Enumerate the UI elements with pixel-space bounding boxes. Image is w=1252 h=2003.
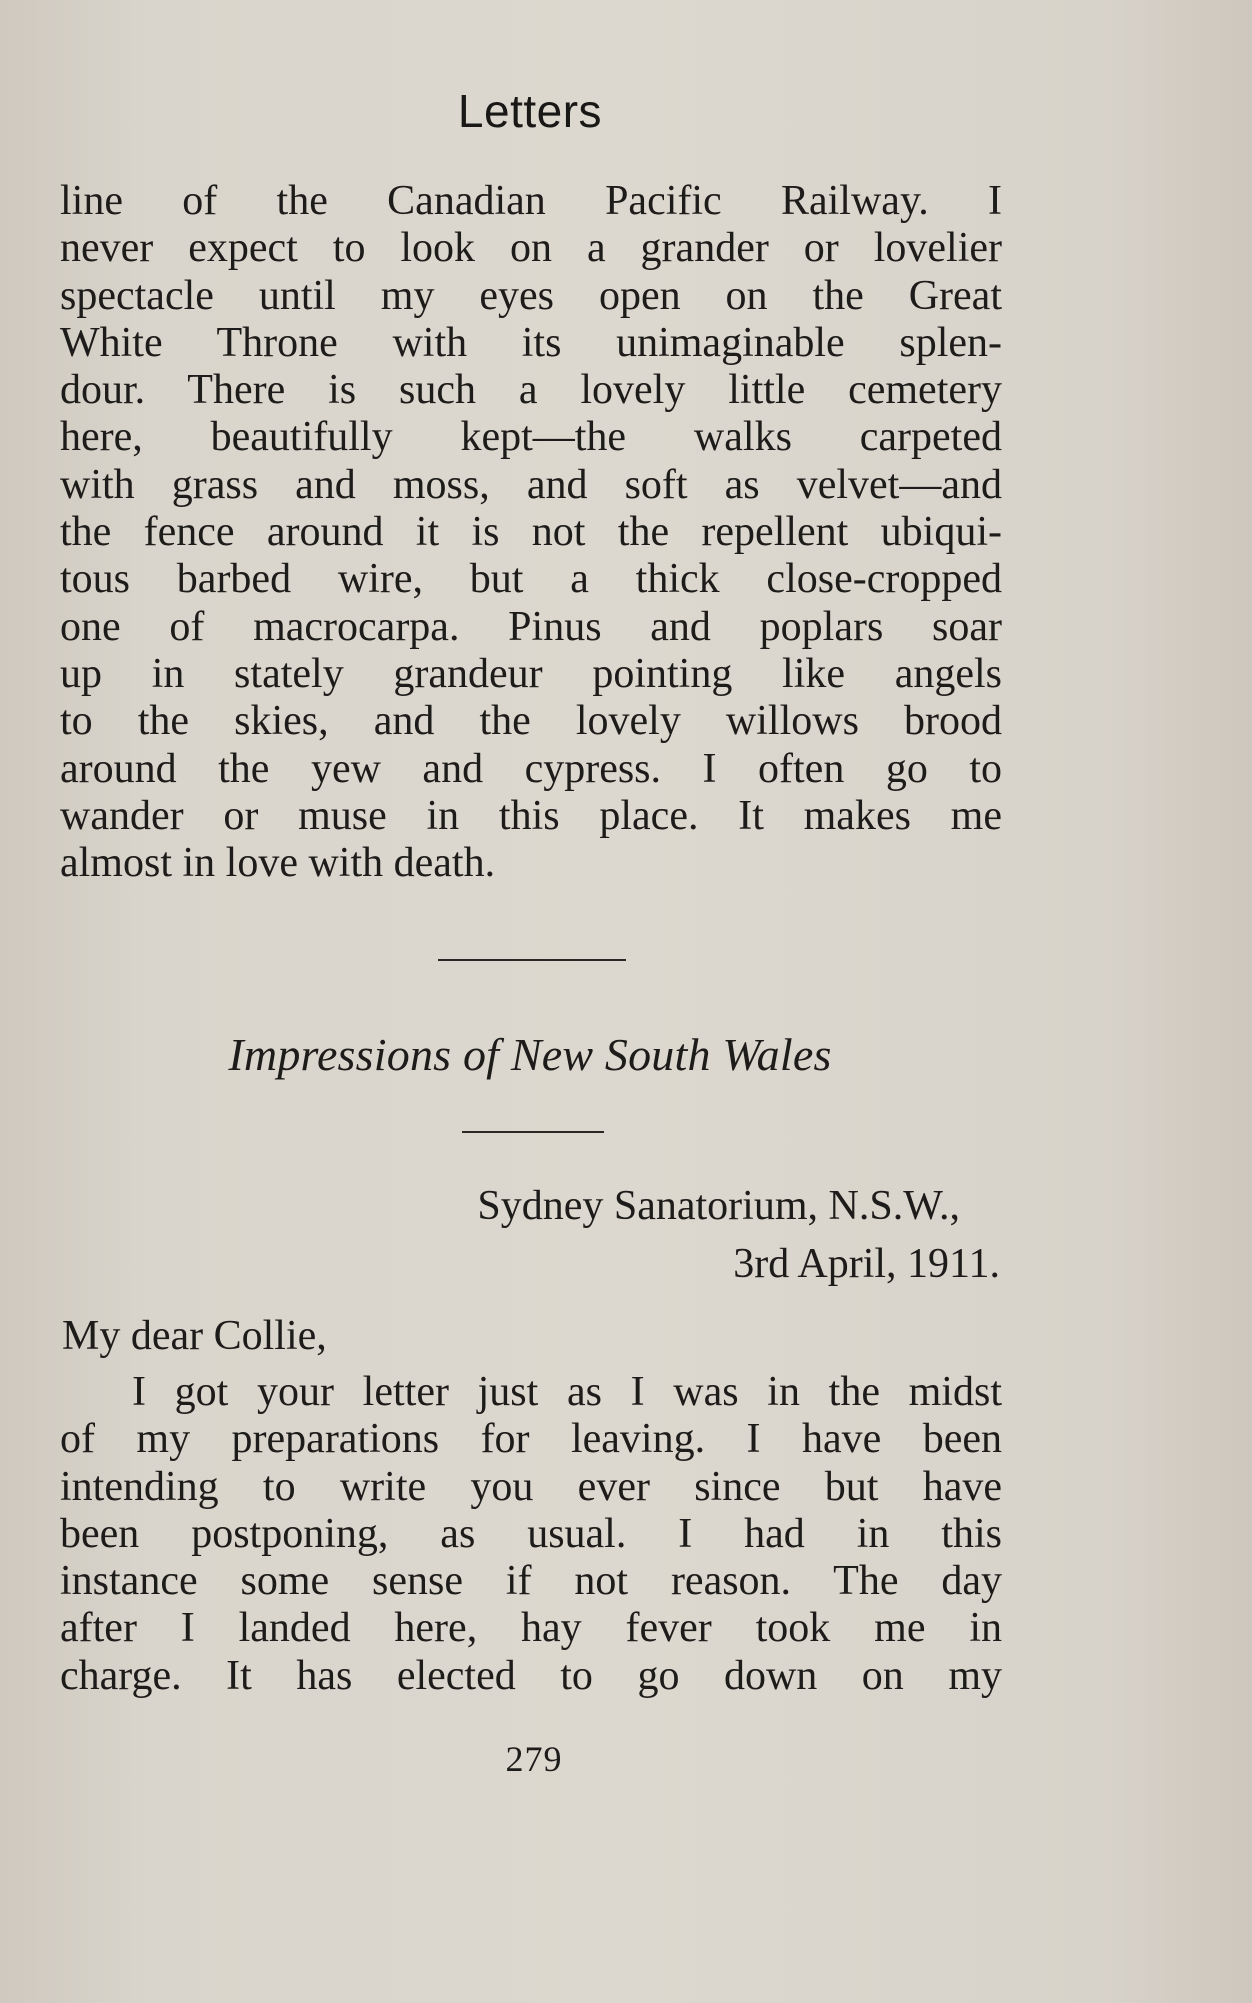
running-head: Letters [457, 85, 603, 137]
text-line: the fence around it is not the repellent ubiqui- [60, 509, 1002, 556]
text-line: up in stately grandeur pointing like angels [60, 650, 1002, 697]
paragraph [60, 178, 1002, 887]
text-line: one of macrocarpa. Pinus and poplars soar [60, 603, 1002, 650]
text-line: spectacle until my eyes open on the Great [60, 272, 1002, 319]
section-title: Impressions of New South Wales [228, 1029, 832, 1080]
text-line: dour. There is such a lovely little cemetery [60, 367, 1002, 414]
letter-place: Sydney Sanatorium, N.S.W., [477, 1183, 960, 1229]
text-line: I got your letter just as I was in the midst [132, 1369, 1002, 1415]
text-line: White Throne with its unimaginable splen- [60, 319, 1002, 366]
page-number: 279 [505, 1739, 563, 1779]
text-line: charge. It has elected to go down on my [60, 1652, 1002, 1699]
text-line: to the skies, and the lovely willows brood [60, 698, 1002, 745]
text-line: instance some sense if not reason. The day [60, 1558, 1002, 1605]
text-line: after I landed here, hay fever took me in [60, 1605, 1002, 1652]
paragraph [60, 1369, 1002, 1700]
text-line: almost in love with death. [60, 840, 496, 887]
letter-date: 3rd April, 1911. [733, 1241, 1000, 1287]
section-divider [462, 1131, 604, 1133]
text-line: with grass and moss, and soft as velvet—and [60, 461, 1002, 508]
text-line: wander or muse in this place. It makes me [60, 792, 1002, 839]
text-line: never expect to look on a grander or lovelier [60, 225, 1002, 272]
text-line: line of the Canadian Pacific Railway. I [60, 178, 1002, 224]
text-line: intending to write you ever since but have [60, 1463, 1002, 1510]
text-line: tous barbed wire, but a thick close-cropped [60, 556, 1002, 603]
text-line: of my preparations for leaving. I have been [60, 1416, 1002, 1463]
text-line: around the yew and cypress. I often go to [60, 745, 1002, 792]
section-divider [438, 959, 626, 961]
text-line: been postponing, as usual. I had in this [60, 1510, 1002, 1557]
text-line: here, beautifully kept—the walks carpeted [60, 414, 1002, 461]
letter-salutation: My dear Collie, [62, 1313, 327, 1359]
